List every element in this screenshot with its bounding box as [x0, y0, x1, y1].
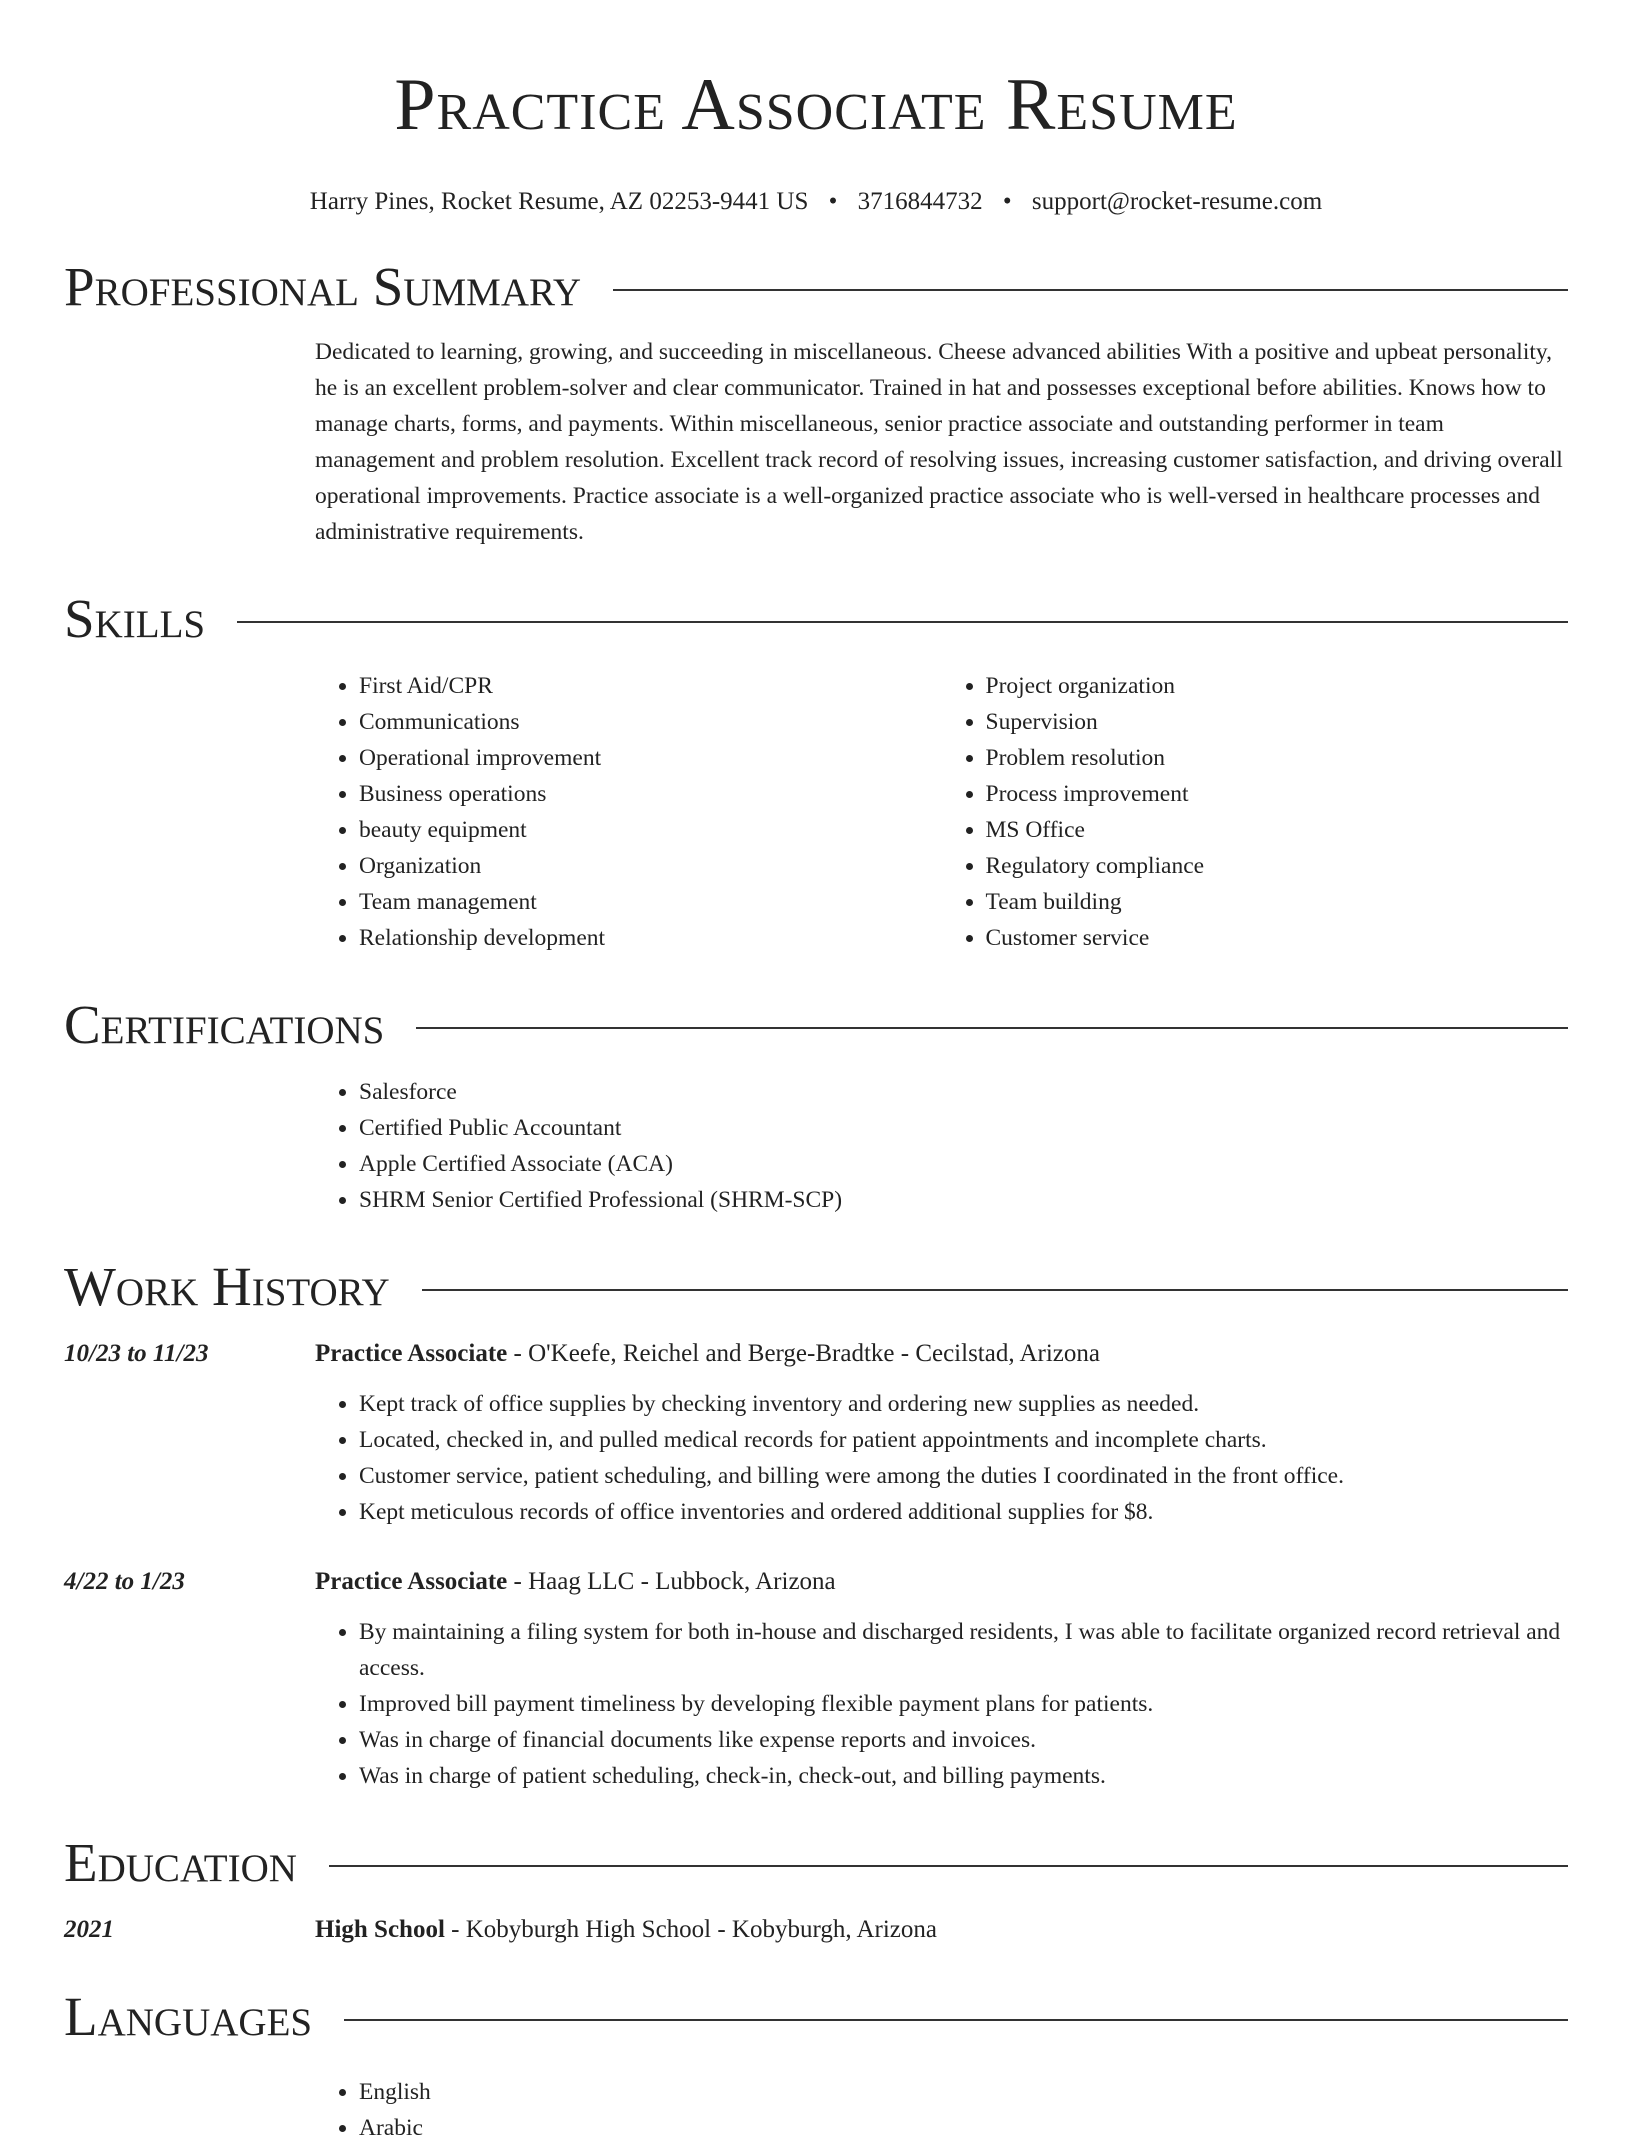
- education-year: 2021: [64, 1916, 114, 1943]
- certification-item: • Apple Certified Associate (ACA): [359, 1146, 1568, 1182]
- skills-heading: Skills: [64, 588, 206, 649]
- section-divider: [613, 289, 1568, 291]
- section-divider: [422, 1289, 1568, 1291]
- section-divider: [237, 621, 1568, 623]
- education-entry: [64, 1912, 1568, 1948]
- job-duty: • Was in charge of patient scheduling, check-in, check-out, and billing payments.: [359, 1758, 1568, 1794]
- skill-item: • Regulatory compliance: [986, 848, 1569, 884]
- job-entry: [64, 1336, 1568, 1530]
- skill-item: • Supervision: [986, 704, 1569, 740]
- skill-item: • Process improvement: [986, 776, 1569, 812]
- skill-item: • Problem resolution: [986, 740, 1569, 776]
- skill-item: • Organization: [359, 848, 942, 884]
- language-item: • English: [359, 2074, 1568, 2110]
- contact-separator: •: [828, 188, 838, 215]
- work-heading: Work History: [64, 1256, 390, 1317]
- job-employer: - O'Keefe, Reichel and Berge-Bradtke - Cecilstad, Arizona: [507, 1340, 1100, 1367]
- languages-heading: Languages: [64, 1986, 313, 2047]
- job-duty: • Was in charge of financial documents like expense reports and invoices.: [359, 1722, 1568, 1758]
- languages-section-header: [64, 1982, 1568, 2052]
- job-duty: • Kept track of office supplies by checking inventory and ordering new supplies as needed.: [359, 1386, 1568, 1422]
- contact-phone: 3716844732: [857, 188, 983, 215]
- certification-item: • Certified Public Accountant: [359, 1110, 1568, 1146]
- skill-item: • Relationship development: [359, 920, 942, 956]
- certifications-section-header: [64, 990, 1568, 1060]
- education-heading-line: [315, 1912, 937, 1948]
- languages-list: [315, 2074, 1568, 2146]
- skill-item: • beauty equipment: [359, 812, 942, 848]
- contact-address: Harry Pines, Rocket Resume, AZ 02253-9441 US: [309, 188, 809, 215]
- section-divider: [416, 1027, 1568, 1029]
- summary-section-header: [64, 252, 1568, 322]
- education-heading: Education: [64, 1832, 297, 1893]
- job-title: Practice Associate: [315, 1568, 508, 1595]
- contact-separator: •: [1002, 188, 1012, 215]
- job-duty: • Improved bill payment timeliness by developing flexible payment plans for patients.: [359, 1686, 1568, 1722]
- certification-item: • SHRM Senior Certified Professional (SHRM-SCP): [359, 1182, 1568, 1218]
- job-title: Practice Associate: [315, 1340, 508, 1367]
- skill-item: • Communications: [359, 704, 942, 740]
- job-duty: • By maintaining a filing system for both in-house and discharged residents, I was able to facilitate organized record retrieval and access.: [359, 1614, 1568, 1686]
- certifications-heading: Certifications: [64, 994, 385, 1055]
- skills-list-right: [942, 668, 1569, 956]
- summary-text: Dedicated to learning, growing, and succeeding in miscellaneous. Cheese advanced abilities With a positive and upbeat personality, he is an excellent problem-solver and clear communicator. Trained in hat and possesses exceptional before abilities. Knows how to manage charts, forms, and payments. Within miscellaneous, senior practice associate and outstanding performer in team management and problem resolution. Excellent track record of resolving issues, increasing customer satisfaction, and driving overall operational improvements. Practice associate is a well-organized practice associate who is well-versed in healthcare processes and administrative requirements.: [315, 339, 1563, 545]
- section-divider: [344, 2019, 1568, 2021]
- skill-item: • Operational improvement: [359, 740, 942, 776]
- language-item: • Arabic: [359, 2110, 1568, 2146]
- skill-item: • Team building: [986, 884, 1569, 920]
- skill-item: • Project organization: [986, 668, 1569, 704]
- certification-item: • Salesforce: [359, 1074, 1568, 1110]
- job-duty: • Kept meticulous records of office inventories and ordered additional supplies for $8.: [359, 1494, 1568, 1530]
- skills-list-left: [315, 668, 942, 956]
- skill-item: • MS Office: [986, 812, 1569, 848]
- skill-item: • Business operations: [359, 776, 942, 812]
- education-section-header: [64, 1828, 1568, 1898]
- contact-email: support@rocket-resume.com: [1031, 188, 1323, 215]
- job-heading: [315, 1336, 1100, 1372]
- section-divider: [329, 1865, 1568, 1867]
- work-section-header: [64, 1252, 1568, 1322]
- job-employer: - Haag LLC - Lubbock, Arizona: [507, 1568, 836, 1595]
- resume-title: Practice Associate Resume: [394, 64, 1238, 146]
- skill-item: • Team management: [359, 884, 942, 920]
- summary-heading: Professional Summary: [64, 256, 582, 317]
- certifications-list: [315, 1074, 1568, 1218]
- job-dates: 10/23 to 11/23: [64, 1340, 209, 1367]
- skill-item: • Customer service: [986, 920, 1569, 956]
- skills-grid: [315, 668, 1568, 956]
- job-entry: [64, 1564, 1568, 1794]
- job-duty: • Customer service, patient scheduling, and billing were among the duties I coordinated in the front office.: [359, 1458, 1568, 1494]
- education-school: - Kobyburgh High School - Kobyburgh, Arizona: [444, 1916, 937, 1943]
- skill-item: • First Aid/CPR: [359, 668, 942, 704]
- job-heading: [315, 1564, 836, 1600]
- job-dates: 4/22 to 1/23: [64, 1568, 185, 1595]
- job-duty: • Located, checked in, and pulled medical records for patient appointments and incomplete charts.: [359, 1422, 1568, 1458]
- job-duties: [315, 1614, 1568, 1794]
- skills-section-header: [64, 584, 1568, 654]
- contact-line: [64, 186, 1568, 218]
- job-duties: [315, 1386, 1568, 1530]
- education-degree: High School: [315, 1916, 445, 1943]
